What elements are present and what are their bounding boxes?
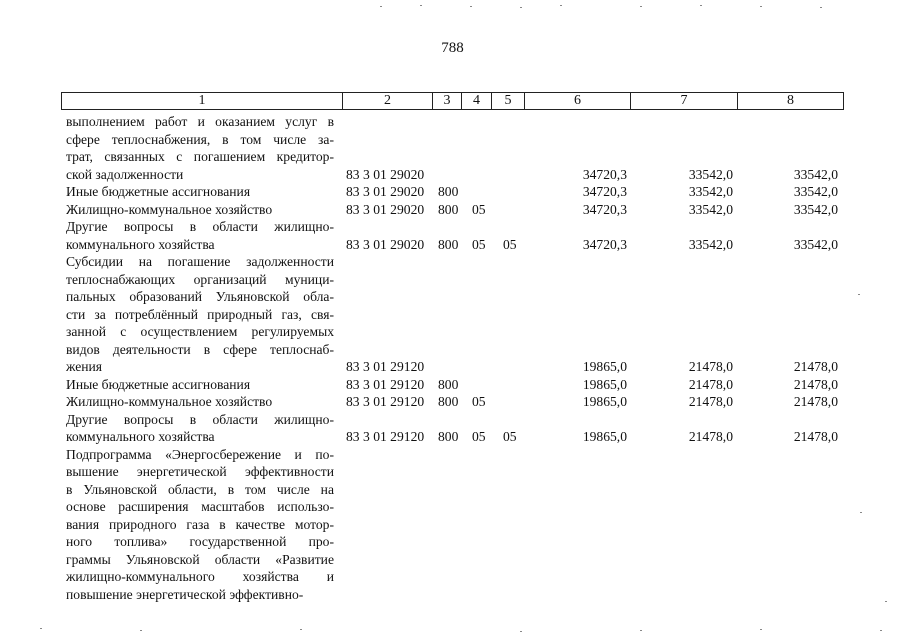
description-line: Жилищно-коммунальное хозяйство — [66, 201, 273, 217]
row-4-value-col7: 21478,0 — [688, 359, 733, 374]
speck — [300, 629, 302, 630]
description-line: ного топлива» государственной про- — [66, 534, 334, 549]
speck — [885, 601, 887, 602]
row-0-code: 83 3 01 29020 — [346, 166, 425, 182]
row-3-col3: 800 — [438, 236, 459, 252]
description-line: теплоснабжающих организаций муници- — [66, 271, 334, 287]
header-col-8: 8 — [738, 92, 844, 110]
speck — [858, 294, 860, 295]
description-line: пальных образований Ульяновской обла- — [66, 289, 334, 304]
description-line: коммунального хозяйства — [66, 236, 215, 252]
description-line: Субсидии на погашение задолженности — [66, 254, 334, 269]
row-2-col4: 05 — [472, 201, 486, 217]
row-4-description — [66, 253, 334, 376]
row-2-value-col7: 33542,0 — [688, 201, 733, 217]
description-line: Подпрограмма «Энергосбережение и по- — [66, 446, 334, 462]
description-line: жилищно-коммунального хозяйства и — [66, 569, 334, 584]
row-5-code: 83 3 01 29120 — [346, 376, 425, 392]
row-6-col3: 800 — [438, 394, 459, 409]
description-line: выполнением работ и оказанием услуг в — [66, 114, 334, 129]
speck — [140, 630, 142, 631]
description-line: Жилищно-коммунальное хозяйство — [66, 394, 273, 409]
row-7-col3: 800 — [438, 429, 459, 444]
speck — [640, 630, 642, 631]
speck — [760, 6, 762, 7]
row-2-description — [66, 201, 334, 219]
description-line: занной с осуществлением регулируемых — [66, 324, 334, 339]
description-line: вания природного газа в качестве мотор- — [66, 516, 334, 532]
row-3-col5: 05 — [503, 236, 517, 252]
speck — [560, 5, 562, 6]
row-6-value-col6: 19865,0 — [582, 394, 627, 409]
description-line: Другие вопросы в области жилищно- — [66, 411, 334, 427]
row-1-code: 83 3 01 29020 — [346, 184, 425, 199]
row-3-value-col7: 33542,0 — [688, 236, 733, 252]
row-6-value-col7: 21478,0 — [688, 394, 733, 409]
description-line: ской задолженности — [66, 166, 184, 182]
page-number: 788 — [441, 40, 464, 56]
row-1-col3: 800 — [438, 184, 459, 199]
row-5-value-col6: 19865,0 — [582, 376, 627, 392]
row-7-value-col7: 21478,0 — [688, 429, 733, 444]
speck — [820, 7, 822, 8]
description-line: вышение энергетической эффективности — [66, 464, 334, 479]
description-line: трат, связанных с погашением кредитор- — [66, 149, 334, 164]
row-7-code: 83 3 01 29120 — [346, 429, 425, 444]
speck — [470, 6, 472, 7]
speck — [700, 5, 702, 6]
row-6-value-col8: 21478,0 — [793, 394, 838, 409]
row-3-description — [66, 218, 334, 253]
description-line: повышение энергетической эффективно- — [66, 586, 304, 602]
row-1-value-col6: 34720,3 — [582, 184, 627, 199]
speck — [860, 512, 862, 513]
description-line: основе расширения масштабов использо- — [66, 499, 334, 514]
row-7-col5: 05 — [503, 429, 517, 444]
header-col-7: 7 — [631, 92, 738, 110]
row-0-value-col6: 34720,3 — [582, 166, 627, 182]
description-line: в Ульяновской области, в том числе на — [66, 481, 334, 497]
description-line: сти за потреблённый природный газ, свя- — [66, 306, 334, 322]
description-line: сфере теплоснабжения, в том числе за- — [66, 131, 334, 147]
row-3-col4: 05 — [472, 236, 486, 252]
row-7-value-col8: 21478,0 — [793, 429, 838, 444]
speck — [880, 630, 882, 631]
description-line: Иные бюджетные ассигнования — [66, 376, 251, 392]
description-line: Другие вопросы в области жилищно- — [66, 219, 334, 234]
description-line: Иные бюджетные ассигнования — [66, 184, 251, 199]
row-0-value-col8: 33542,0 — [793, 166, 838, 182]
header-col-3: 3 — [433, 92, 462, 110]
header-col-2: 2 — [343, 92, 433, 110]
row-6-code: 83 3 01 29120 — [346, 394, 425, 409]
row-1-value-col8: 33542,0 — [793, 184, 838, 199]
row-1-value-col7: 33542,0 — [688, 184, 733, 199]
speck — [760, 629, 762, 630]
speck — [40, 628, 42, 629]
description-line: граммы Ульяновской области «Развитие — [66, 551, 334, 567]
row-5-description — [66, 376, 334, 394]
header-col-1: 1 — [61, 92, 343, 110]
row-2-value-col6: 34720,3 — [582, 201, 627, 217]
row-6-col4: 05 — [472, 394, 486, 409]
row-6-description — [66, 393, 334, 411]
row-2-value-col8: 33542,0 — [793, 201, 838, 217]
row-3-code: 83 3 01 29020 — [346, 236, 425, 252]
row-7-col4: 05 — [472, 429, 486, 444]
row-4-code: 83 3 01 29120 — [346, 359, 425, 374]
row-5-value-col8: 21478,0 — [793, 376, 838, 392]
row-4-value-col8: 21478,0 — [793, 359, 838, 374]
row-0-value-col7: 33542,0 — [688, 166, 733, 182]
row-5-value-col7: 21478,0 — [688, 376, 733, 392]
speck — [520, 631, 522, 632]
row-7-value-col6: 19865,0 — [582, 429, 627, 444]
row-2-col3: 800 — [438, 201, 459, 217]
row-1-description — [66, 183, 334, 201]
header-col-4: 4 — [462, 92, 492, 110]
description-line: коммунального хозяйства — [66, 429, 215, 444]
header-col-5: 5 — [492, 92, 525, 110]
row-0-description — [66, 113, 334, 183]
header-col-6: 6 — [525, 92, 631, 110]
row-7-description — [66, 411, 334, 446]
speck — [640, 6, 642, 7]
row-5-col3: 800 — [438, 376, 459, 392]
speck — [520, 7, 522, 8]
row-8-description — [66, 446, 334, 604]
speck — [380, 6, 382, 7]
speck — [420, 5, 422, 6]
row-2-code: 83 3 01 29020 — [346, 201, 425, 217]
description-line: жения — [66, 359, 103, 374]
row-4-value-col6: 19865,0 — [582, 359, 627, 374]
description-line: видов деятельности в сфере теплоснаб- — [66, 341, 334, 357]
row-3-value-col6: 34720,3 — [582, 236, 627, 252]
row-3-value-col8: 33542,0 — [793, 236, 838, 252]
